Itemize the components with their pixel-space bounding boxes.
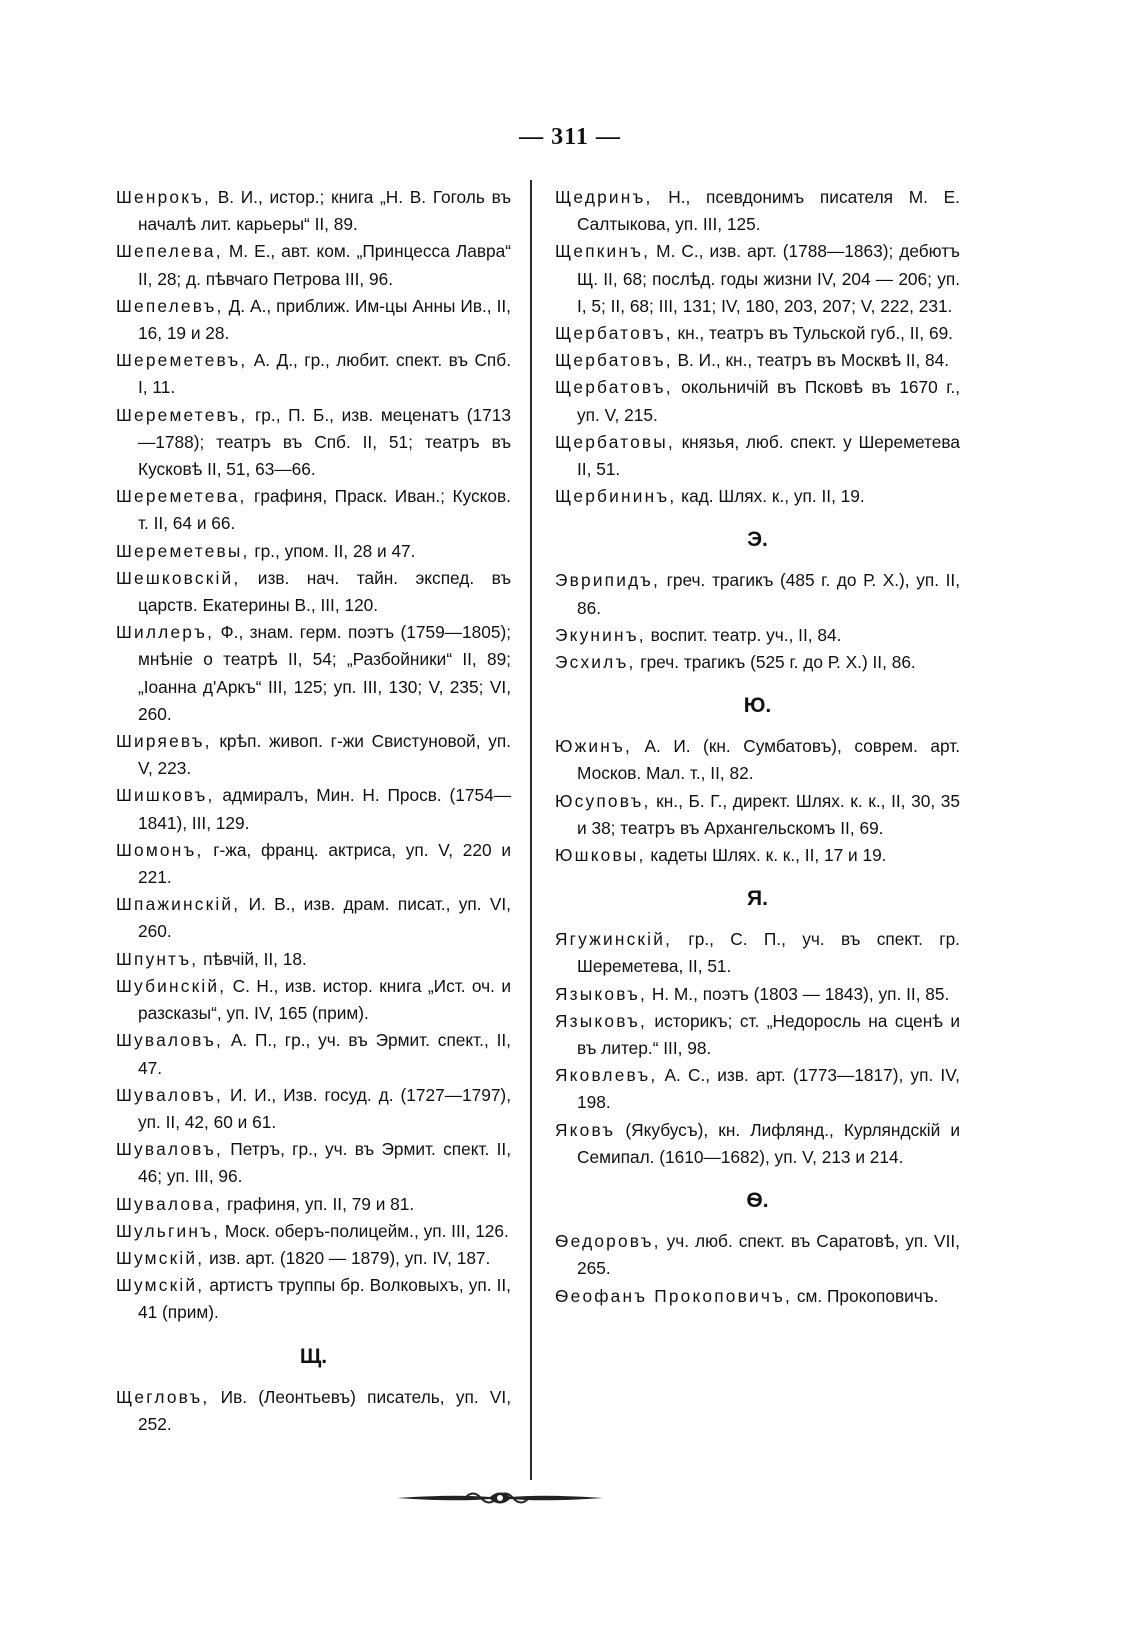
entry-name: Шубинскій, xyxy=(116,975,227,996)
letter-heading: Ѳ. xyxy=(746,1189,769,1213)
entry-text: крѣп. живоп. г-жи Свистуновой, уп. V, 223. xyxy=(138,731,511,779)
entry-text: кад. Шлях. к., уп. II, 19. xyxy=(681,486,865,507)
index-entry xyxy=(116,347,511,401)
index-entry xyxy=(555,347,960,374)
entry-name: Эсхилъ, xyxy=(555,652,636,673)
left-column xyxy=(116,184,511,1438)
index-entry xyxy=(555,733,960,787)
entry-name: Шуваловъ, xyxy=(116,1030,223,1051)
index-entry xyxy=(116,1027,511,1081)
right-column xyxy=(555,184,960,1310)
entry-text: А. П., гр., уч. въ Эрмит. спект., II, 47. xyxy=(138,1030,511,1078)
entry-name: Шуваловъ, xyxy=(116,1139,223,1160)
index-entry xyxy=(116,483,511,537)
index-entry xyxy=(555,981,960,1008)
index-entry xyxy=(116,973,511,1027)
entry-text: графиня, уп. II, 79 и 81. xyxy=(226,1193,415,1214)
index-entry xyxy=(116,538,511,565)
entry-text: Ф., знам. герм. поэтъ (1759—1805); мнѣніе о театрѣ II, 54; „Разбойники“ II, 89; „Іоанна д'Аркъ“ III, 125; уп. III, 130; V, 235; VI, 260. xyxy=(138,622,511,724)
letter-heading: Ю. xyxy=(743,694,772,718)
index-entry xyxy=(116,184,511,238)
entry-text: В. И., истор.; книга „Н. В. Гоголь въ началѣ лит. карьеры“ II, 89. xyxy=(138,187,511,235)
index-entry xyxy=(116,1245,511,1272)
index-entry xyxy=(116,1218,511,1245)
index-entry xyxy=(555,184,960,238)
index-entry xyxy=(555,483,960,510)
entry-name: Шиллеръ, xyxy=(116,622,215,643)
entry-text: историкъ; ст. „Недоросль на сценѣ и въ литер.“ III, 98. xyxy=(577,1010,960,1059)
index-entry xyxy=(116,238,511,292)
index-entry xyxy=(555,788,960,842)
entry-name: Шереметевы, xyxy=(116,540,250,561)
entry-name: Языковъ, xyxy=(555,1010,647,1031)
index-entry xyxy=(116,728,511,782)
entry-text: Н. М., поэтъ (1803 — 1843), уп. II, 85. xyxy=(651,983,950,1004)
entry-name: Ягужинскій, xyxy=(555,929,673,950)
entry-text: (Якубусъ), кн. Лифлянд., Курляндскій и Семипал. (1610—1682), уп. V, 213 и 214. xyxy=(577,1119,960,1167)
entry-text: гр., С. П., уч. въ спект. гр. Шереметева, II, 51. xyxy=(577,929,960,977)
entry-name: Шереметевъ, xyxy=(116,404,248,425)
entry-text: кн., Б. Г., директ. Шлях. к. к., II, 30, 35 и 38; театръ въ Архангельскомъ II, 69. xyxy=(577,790,960,838)
entry-name: Щербатовъ, xyxy=(555,377,673,398)
index-entry xyxy=(116,402,511,484)
entry-text: Ив. (Леонтьевъ) писатель, уп. VI, 252. xyxy=(138,1386,511,1434)
entry-name: Щербатовъ, xyxy=(555,350,673,371)
index-entry xyxy=(116,565,511,619)
index-entry xyxy=(555,429,960,483)
entry-text: Моск. оберъ-полицейм., уп. III, 126. xyxy=(224,1220,509,1241)
entry-text: гр., П. Б., изв. меценатъ (1713—1788); театръ въ Спб. II, 51; театръ въ Кусковѣ II, 51, 63—66. xyxy=(138,404,511,480)
letter-heading: Э. xyxy=(747,528,768,552)
page-number: — 311 — xyxy=(519,124,621,150)
entry-text: г-жа, франц. актриса, уп. V, 220 и 221. xyxy=(138,839,511,888)
entry-text: см. Прокоповичъ. xyxy=(796,1285,939,1306)
entry-text: В. И., кн., театръ въ Москвѣ II, 84. xyxy=(677,350,950,371)
entry-text: С. Н., изв. истор. книга „Ист. оч. и разсказы“, уп. IV, 165 (прим). xyxy=(138,975,511,1024)
entry-name: Шомонъ, xyxy=(116,839,204,860)
index-entry xyxy=(555,320,960,347)
entry-name: Шуваловъ, xyxy=(116,1084,223,1105)
letter-heading: Я. xyxy=(747,887,768,911)
entry-text: изв. нач. тайн. экспед. въ царств. Екатерины В., III, 120. xyxy=(138,567,511,616)
entry-text: греч. трагикъ (485 г. до Р. Х.), уп. II, 86. xyxy=(577,570,961,618)
end-ornament xyxy=(395,1484,605,1512)
index-entry xyxy=(116,946,511,973)
entry-name: Ѳеофанъ Прокоповичъ, xyxy=(555,1285,793,1306)
entry-text: Д. А., приближ. Им-цы Анны Ив., II, 16, 19 и 28. xyxy=(138,295,511,344)
entry-text: кн., театръ въ Тульской губ., II, 69. xyxy=(677,323,953,344)
entry-name: Яковлевъ, xyxy=(555,1065,658,1086)
entry-name: Щербатовы, xyxy=(555,431,675,452)
entry-name: Шереметева, xyxy=(116,486,247,507)
index-entry xyxy=(116,1082,511,1136)
entry-text: И. И., Изв. госуд. д. (1727—1797), уп. II, 42, 60 и 61. xyxy=(138,1084,511,1132)
entry-name: Юшковы, xyxy=(555,845,646,866)
entry-text: И. В., изв. драм. писат., уп. VI, 260. xyxy=(138,894,511,942)
index-entry xyxy=(555,567,960,621)
entry-name: Шепелева, xyxy=(116,241,223,262)
entry-name: Шувалова, xyxy=(116,1193,223,1214)
index-entry xyxy=(555,374,960,428)
entry-name: Шенрокъ, xyxy=(116,187,211,207)
entry-name: Шереметевъ, xyxy=(116,350,248,371)
entry-text: кадеты Шлях. к. к., II, 17 и 19. xyxy=(650,845,887,866)
index-entry xyxy=(555,1228,960,1282)
entry-text: изв. арт. (1820 — 1879), уп. IV, 187. xyxy=(209,1247,491,1268)
index-entry xyxy=(116,293,511,347)
entry-name: Шульгинъ, xyxy=(116,1220,221,1241)
entry-text: А. Д., гр., любит. спект. въ Спб. I, 11. xyxy=(138,350,511,398)
entry-name: Шепелевъ, xyxy=(116,295,224,316)
entry-name: Щепкинъ, xyxy=(555,241,651,262)
index-entry xyxy=(555,238,960,320)
entry-name: Ширяевъ, xyxy=(116,731,212,752)
entry-name: Юсуповъ, xyxy=(555,790,651,811)
index-entry xyxy=(116,837,511,891)
entry-name: Щедринъ, xyxy=(555,187,653,207)
index-entry xyxy=(555,649,960,676)
index-entry xyxy=(555,926,960,980)
entry-text: греч. трагикъ (525 г. до Р. Х.) II, 86. xyxy=(640,652,916,673)
entry-name: Щербатовъ, xyxy=(555,323,673,344)
index-entry xyxy=(555,1008,960,1062)
entry-name: Экунинъ, xyxy=(555,624,646,645)
entry-name: Шумскій, xyxy=(116,1275,205,1296)
entry-name: Языковъ, xyxy=(555,983,647,1004)
index-entry xyxy=(116,619,511,728)
entry-text: князья, люб. спект. у Шереметева II, 51. xyxy=(577,431,960,480)
index-entry xyxy=(116,1384,511,1438)
index-entry xyxy=(116,1191,511,1218)
entry-name: Шишковъ, xyxy=(116,785,215,806)
entry-text: адмиралъ, Мин. Н. Просв. (1754—1841), III, 129. xyxy=(138,785,511,833)
column-divider xyxy=(530,180,532,1480)
entry-text: М. Е., авт. ком. „Принцесса Лавра“ II, 28; д. пѣвчаго Петрова III, 96. xyxy=(138,241,511,289)
entry-text: Петръ, гр., уч. въ Эрмит. спект. II, 46; уп. III, 96. xyxy=(138,1139,511,1187)
entry-name: Южинъ, xyxy=(555,736,633,757)
entry-name: Эврипидъ, xyxy=(555,570,660,591)
index-entry xyxy=(116,891,511,945)
entry-name: Шпажинскій, xyxy=(116,894,241,915)
entry-text: А. С., изв. арт. (1773—1817), уп. IV, 198. xyxy=(577,1065,960,1113)
entry-name: Шумскій, xyxy=(116,1247,205,1268)
entry-text: М. С., изв. арт. (1788—1863); дебютъ Щ. II, 68; послѣд. годы жизни IV, 204 — 206; уп. I, 5; II, 68; III, 131; IV, 180, 203, 207; V, 222, 231. xyxy=(577,241,960,316)
entry-name: Щербининъ, xyxy=(555,486,677,507)
letter-heading: Щ. xyxy=(299,1344,328,1368)
index-entry xyxy=(116,782,511,836)
entry-text: артистъ труппы бр. Волковыхъ, уп. II, 41 (прим). xyxy=(138,1275,511,1323)
entry-text: А. И. (кн. Сумбатовъ), соврем. арт. Москов. Мал. т., II, 82. xyxy=(577,736,960,784)
index-entry xyxy=(555,1283,960,1310)
index-entry xyxy=(555,1062,960,1116)
entry-name: Яковъ xyxy=(555,1119,616,1140)
entry-text: пѣвчій, II, 18. xyxy=(203,948,307,969)
index-entry xyxy=(555,1117,960,1171)
entry-name: Шпунтъ, xyxy=(116,948,199,969)
index-entry xyxy=(555,842,960,869)
entry-name: Щегловъ, xyxy=(116,1386,210,1407)
index-entry xyxy=(116,1136,511,1190)
index-entry xyxy=(555,622,960,649)
entry-text: графиня, Праск. Иван.; Кусков. т. II, 64 и 66. xyxy=(138,486,511,534)
entry-name: Шешковскій, xyxy=(116,567,241,588)
entry-name: Ѳедоровъ, xyxy=(555,1231,661,1252)
index-entry xyxy=(116,1272,511,1326)
entry-text: уч. люб. спект. въ Саратовѣ, уп. VII, 265. xyxy=(577,1231,960,1279)
entry-text: гр., упом. II, 28 и 47. xyxy=(254,540,416,561)
entry-text: Н., псевдонимъ писателя М. Е. Салтыкова, уп. III, 125. xyxy=(577,187,960,235)
entry-text: воспит. театр. уч., II, 84. xyxy=(650,624,842,645)
entry-text: окольничій въ Псковѣ въ 1670 г., уп. V, 215. xyxy=(577,377,960,425)
